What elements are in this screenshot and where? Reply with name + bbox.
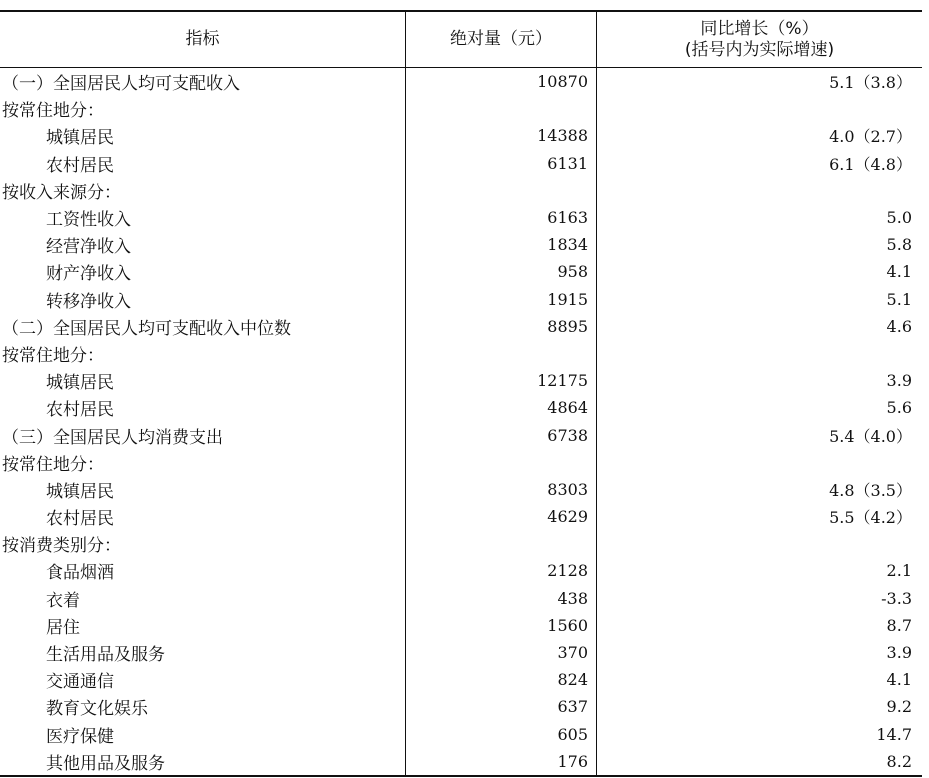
table-row xyxy=(0,68,922,95)
row-growth-value xyxy=(597,177,922,204)
row-absolute-value xyxy=(406,177,597,204)
row-label: 按消费类别分： xyxy=(0,530,406,557)
row-absolute-value: 8303 xyxy=(406,476,597,503)
table-row xyxy=(0,177,922,204)
row-growth-value: 6.1（4.8） xyxy=(829,154,912,174)
row-label: 经营净收入 xyxy=(0,231,406,258)
row-label: 农村居民 xyxy=(0,394,406,421)
row-growth-value: 14.7 xyxy=(876,724,912,744)
table-row xyxy=(0,122,922,149)
row-growth-value: 5.6 xyxy=(886,398,912,418)
row-absolute-value: 605 xyxy=(406,721,597,748)
row-label: 食品烟酒 xyxy=(0,557,406,584)
header-indicator: 指标 xyxy=(0,12,406,67)
row-absolute-value: 12175 xyxy=(406,367,597,394)
row-absolute-value: 14388 xyxy=(406,122,597,149)
row-absolute-value xyxy=(406,449,597,476)
table-row xyxy=(0,721,922,748)
row-growth-value: 5.0 xyxy=(886,208,912,228)
row-label: 医疗保健 xyxy=(0,721,406,748)
row-growth-value xyxy=(597,340,922,367)
row-label: 财产净收入 xyxy=(0,258,406,285)
row-growth-value: 5.4（4.0） xyxy=(829,426,912,446)
row-label: 按常住地分： xyxy=(0,95,406,122)
table-row xyxy=(0,204,922,231)
table-row xyxy=(0,530,922,557)
table-row xyxy=(0,585,922,612)
row-absolute-value: 4629 xyxy=(406,503,597,530)
row-growth-value: 4.6 xyxy=(886,316,912,336)
row-absolute-value: 1915 xyxy=(406,286,597,313)
table-row xyxy=(0,503,922,530)
row-label: 工资性收入 xyxy=(0,204,406,231)
table-row xyxy=(0,150,922,177)
row-label: 农村居民 xyxy=(0,503,406,530)
row-label: （三）全国居民人均消费支出 xyxy=(0,421,406,448)
table-body xyxy=(0,68,922,775)
table-row xyxy=(0,476,922,503)
row-absolute-value: 6738 xyxy=(406,421,597,448)
row-absolute-value: 4864 xyxy=(406,394,597,421)
row-label: 城镇居民 xyxy=(0,367,406,394)
row-absolute-value xyxy=(406,530,597,557)
row-label: 交通通信 xyxy=(0,666,406,693)
table-row xyxy=(0,286,922,313)
table-row xyxy=(0,340,922,367)
row-label: 按常住地分： xyxy=(0,340,406,367)
table-row xyxy=(0,313,922,340)
row-absolute-value: 370 xyxy=(406,639,597,666)
row-growth-value: 2.1 xyxy=(886,561,912,581)
table-row xyxy=(0,693,922,720)
table-row xyxy=(0,557,922,584)
row-absolute-value: 10870 xyxy=(406,68,597,95)
row-absolute-value: 637 xyxy=(406,693,597,720)
table-row xyxy=(0,258,922,285)
row-absolute-value: 1560 xyxy=(406,612,597,639)
table-row xyxy=(0,639,922,666)
header-absolute-amount: 绝对量（元） xyxy=(406,12,597,67)
row-growth-value: 8.7 xyxy=(886,615,912,635)
row-growth-value: 3.9 xyxy=(886,371,912,391)
row-growth-value xyxy=(597,449,922,476)
row-absolute-value: 824 xyxy=(406,666,597,693)
row-label: 居住 xyxy=(0,612,406,639)
table-row xyxy=(0,394,922,421)
row-growth-value: 9.2 xyxy=(886,697,912,717)
table-row xyxy=(0,449,922,476)
row-absolute-value xyxy=(406,95,597,122)
table-header xyxy=(0,12,922,68)
row-growth-value: 5.5（4.2） xyxy=(829,508,912,528)
row-label: 生活用品及服务 xyxy=(0,639,406,666)
income-expenditure-table xyxy=(0,10,922,777)
row-absolute-value: 176 xyxy=(406,748,597,775)
header-yoy-growth xyxy=(597,12,922,67)
row-label: 衣着 xyxy=(0,585,406,612)
row-label: 转移净收入 xyxy=(0,286,406,313)
row-absolute-value: 6163 xyxy=(406,204,597,231)
row-absolute-value: 8895 xyxy=(406,313,597,340)
row-growth-value: 5.1 xyxy=(886,289,912,309)
row-absolute-value: 958 xyxy=(406,258,597,285)
row-growth-value: 4.1 xyxy=(886,262,912,282)
row-label: 教育文化娱乐 xyxy=(0,693,406,720)
row-growth-value: 4.8（3.5） xyxy=(829,480,912,500)
header-yoy-growth-line2: (括号内为实际增速) xyxy=(684,39,835,60)
row-growth-value: 3.9 xyxy=(886,643,912,663)
table-row xyxy=(0,95,922,122)
row-label: 城镇居民 xyxy=(0,122,406,149)
header-yoy-growth-line1: 同比增长（%） xyxy=(700,18,819,39)
row-absolute-value: 438 xyxy=(406,585,597,612)
row-label: 其他用品及服务 xyxy=(0,748,406,775)
row-growth-value: 5.1（3.8） xyxy=(829,73,912,93)
row-growth-value xyxy=(597,530,922,557)
row-label: 按收入来源分： xyxy=(0,177,406,204)
table-row xyxy=(0,231,922,258)
row-absolute-value: 2128 xyxy=(406,557,597,584)
row-label: （一）全国居民人均可支配收入 xyxy=(0,68,406,95)
table-row xyxy=(0,421,922,448)
table-row xyxy=(0,367,922,394)
row-absolute-value: 1834 xyxy=(406,231,597,258)
table-row xyxy=(0,748,922,775)
table-row xyxy=(0,666,922,693)
row-absolute-value xyxy=(406,340,597,367)
row-label: 农村居民 xyxy=(0,150,406,177)
row-growth-value: 5.8 xyxy=(886,235,912,255)
row-growth-value xyxy=(597,95,922,122)
table-bottom-rule xyxy=(0,775,922,777)
table-row xyxy=(0,612,922,639)
row-absolute-value: 6131 xyxy=(406,150,597,177)
row-growth-value: -3.3 xyxy=(881,588,912,608)
row-growth-value: 8.2 xyxy=(886,751,912,771)
row-label: （二）全国居民人均可支配收入中位数 xyxy=(0,313,406,340)
row-growth-value: 4.1 xyxy=(886,670,912,690)
row-label: 按常住地分： xyxy=(0,449,406,476)
row-label: 城镇居民 xyxy=(0,476,406,503)
row-growth-value: 4.0（2.7） xyxy=(829,127,912,147)
